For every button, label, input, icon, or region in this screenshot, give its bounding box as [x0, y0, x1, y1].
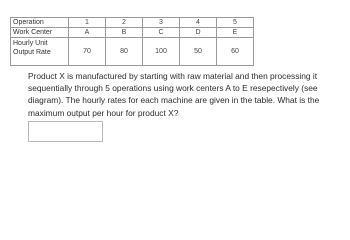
operation-row-label: Operation — [11, 18, 69, 28]
work-center-cell: E — [217, 28, 254, 38]
output-rate-row — [11, 38, 254, 66]
work-center-cell: C — [143, 28, 180, 38]
operations-table — [10, 17, 254, 66]
output-rate-cell: 70 — [69, 38, 106, 66]
work-center-cell: A — [69, 28, 106, 38]
operation-cell: 5 — [217, 18, 254, 28]
operation-row — [11, 18, 254, 28]
output-rate-cell: 60 — [217, 38, 254, 66]
output-rate-cell: 100 — [143, 38, 180, 66]
output-rate-cell: 50 — [180, 38, 217, 66]
work-center-cell: D — [180, 28, 217, 38]
operation-cell: 2 — [106, 18, 143, 28]
output-rate-row-label — [11, 38, 69, 66]
work-center-row — [11, 28, 254, 38]
output-rate-label-line2: Output Rate — [13, 49, 51, 56]
operation-cell: 3 — [143, 18, 180, 28]
work-center-cell: B — [106, 28, 143, 38]
output-rate-cell: 80 — [106, 38, 143, 66]
work-center-row-label: Work Center — [11, 28, 69, 38]
question-text: Product X is manufactured by starting with raw material and then processing it sequentially through 5 operations using work centers A to E resepectively (see diagram). The hourly rates for each machine are given in the table. What is the maximum output per hour for product X? — [28, 71, 320, 118]
output-rate-label-line1: Hourly Unit — [13, 40, 48, 47]
answer-input[interactable] — [28, 121, 103, 142]
operation-cell: 1 — [69, 18, 106, 28]
operation-cell: 4 — [180, 18, 217, 28]
